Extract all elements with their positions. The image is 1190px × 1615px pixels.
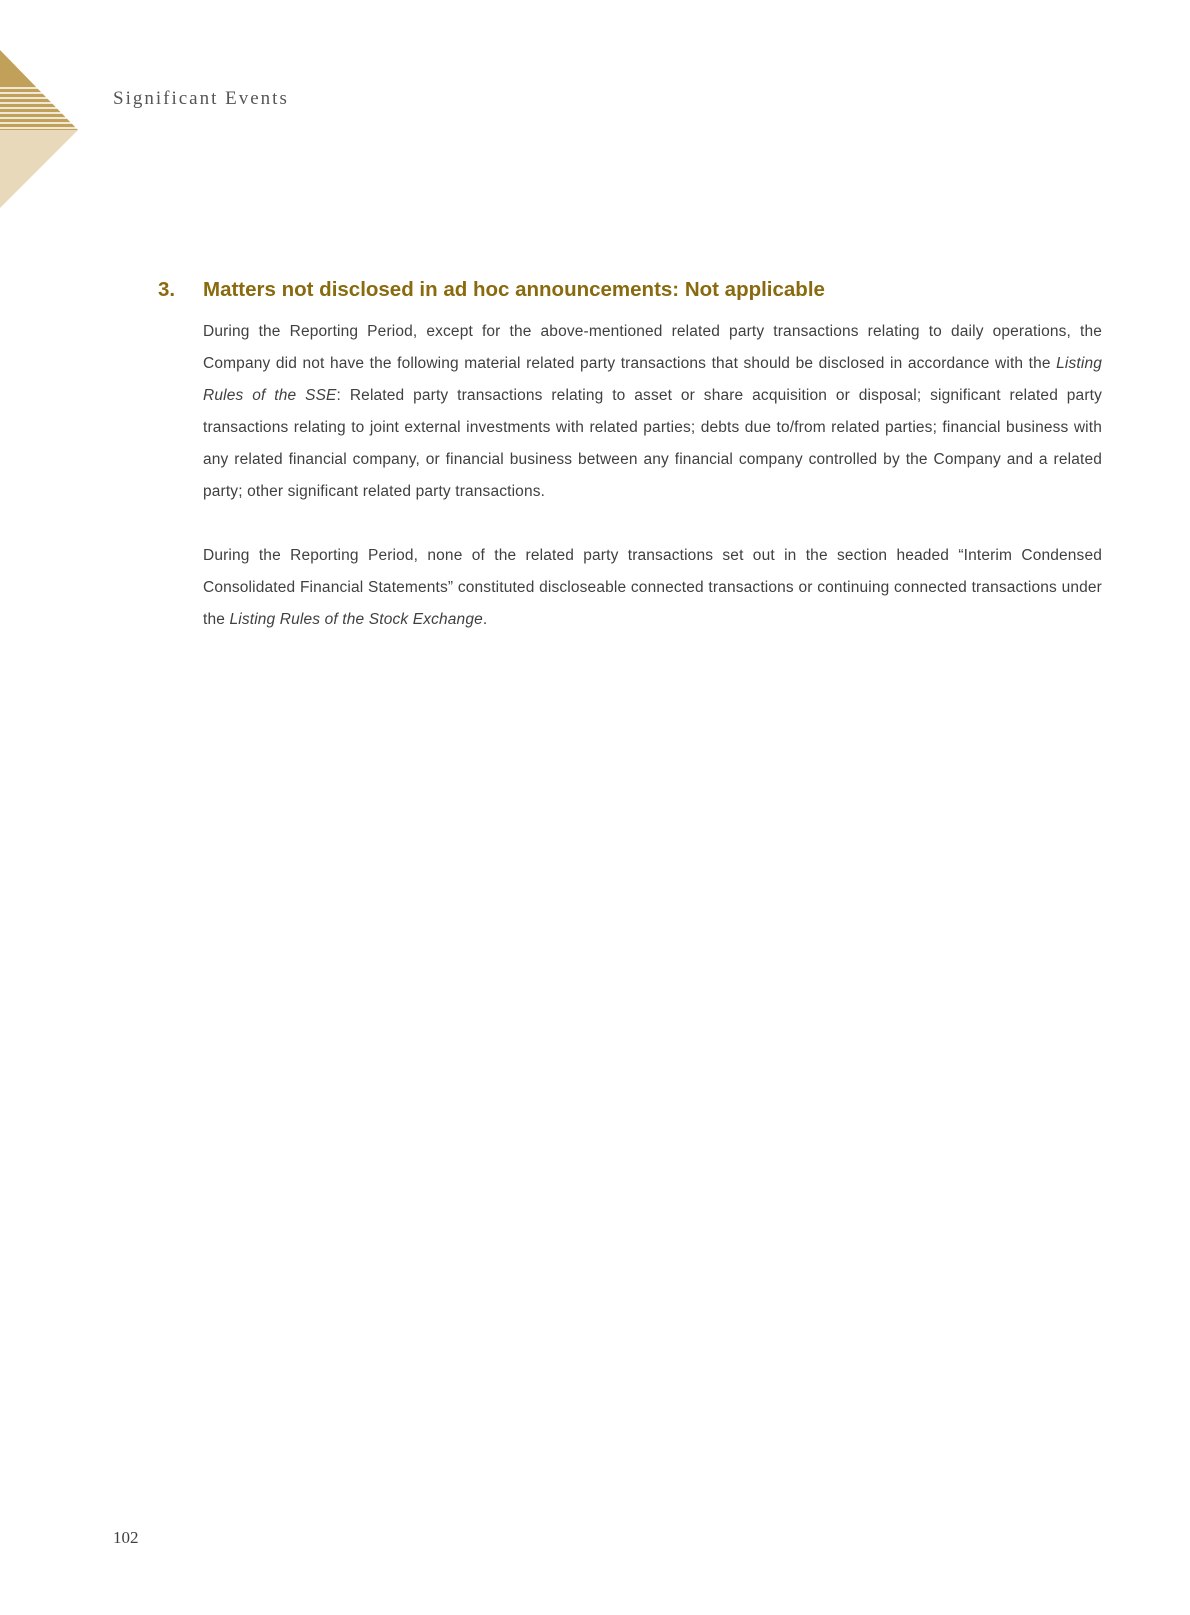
paragraph-related-party-transactions <box>203 316 1102 508</box>
section-title: Matters not disclosed in ad hoc announcements: Not applicable <box>203 278 825 301</box>
paragraph-1-text-end: : Related party transactions relating to asset or share acquisition or disposal; significant related party transactions relating to joint external investments with related parties; debts due to/from related parties; financial business with any related financial company, or financial business between any financial company controlled by the Company and a related party; other significant related party transactions. <box>203 387 1102 500</box>
paragraph-2-text-start: During the Reporting Period, none of the related party transactions set out in the section headed “Interim Condensed Consolidated Financial Statements” constituted discloseable connected transactions or continuing connected transactions under the <box>203 547 1102 628</box>
section-3 <box>158 276 1102 652</box>
paragraph-2-text-end: . <box>482 611 488 628</box>
section-number: 3. <box>158 278 176 301</box>
listing-rules-stock-exchange-reference: Listing Rules of the Stock Exchange <box>229 611 483 628</box>
section-heading <box>158 276 1102 304</box>
running-header-title: Significant Events <box>113 88 289 109</box>
listing-rules-sse-reference: Listing Rules of the SSE <box>203 355 1102 404</box>
page-number: 102 <box>113 1528 139 1547</box>
paragraph-connected-transactions <box>203 540 1102 636</box>
corner-triangle-decoration <box>0 50 80 210</box>
paragraph-1-text-start: During the Reporting Period, except for the above-mentioned related party transactions relating to daily operations, the Company did not have the following material related party transactions that should be disclosed in accordance with the <box>203 323 1102 372</box>
